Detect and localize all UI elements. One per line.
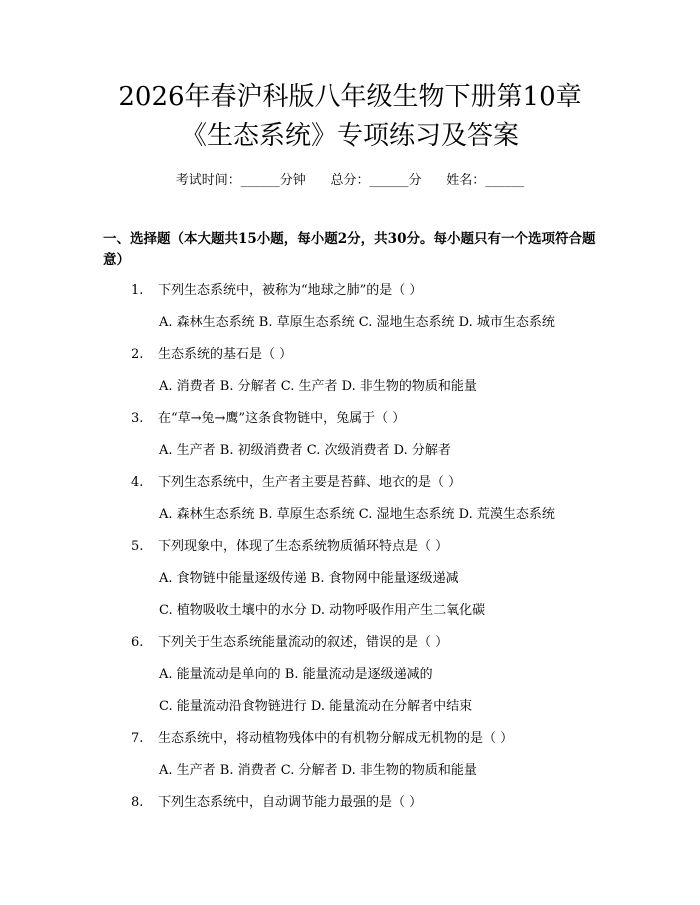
question-4-options: A. 森林生态系统 B. 草原生态系统 C. 湿地生态系统 D. 荒漠生态系统 [159,507,555,522]
question-number: 7. [131,731,144,746]
question-6-options-line-1: A. 能量流动是单向的 B. 能量流动是逐级递减的 [159,667,433,682]
question-number: 2. [131,347,144,362]
question-7 [131,730,513,748]
question-4 [131,474,461,492]
question-text: 下列生态系统中，被称为“地球之肺”的是（ ） [158,283,423,298]
question-number: 1. [131,283,144,298]
title-line-2: 《生态系统》专项练习及答案 [180,121,519,151]
question-3 [131,410,405,428]
question-2-options: A. 消费者 B. 分解者 C. 生产者 D. 非生物的物质和能量 [159,379,477,394]
question-text: 下列关于生态系统能量流动的叙述，错误的是（ ） [158,635,449,650]
question-number: 3. [131,411,144,426]
question-number: 4. [131,475,144,490]
question-5-options-line-1: A. 食物链中能量逐级传递 B. 食物网中能量逐级递减 [159,571,459,586]
question-1-options: A. 森林生态系统 B. 草原生态系统 C. 湿地生态系统 D. 城市生态系统 [159,315,555,330]
exam-info: 考试时间：______分钟 总分：______分 姓名：______ [175,173,525,188]
question-6-options-line-2: C. 能量流动沿食物链进行 D. 能量流动在分解者中结束 [159,699,473,714]
question-number: 5. [131,539,144,554]
question-text: 下列现象中，体现了生态系统物质循环特点是（ ） [158,539,449,554]
section-1-heading: 一、选择题（本大题共15小题，每小题2分，共30分。每小题只有一个选项符合题意） [103,231,596,268]
question-8 [131,794,422,812]
question-text: 下列生态系统中，生产者主要是苔藓、地衣的是（ ） [158,475,462,490]
question-text: 生态系统的基石是（ ） [158,347,293,362]
question-text: 下列生态系统中，自动调节能力最强的是（ ） [158,795,423,810]
question-2 [131,346,292,364]
title-line-1: 2026年春沪科版八年级生物下册第10章 [118,82,582,112]
question-text: 生态系统中，将动植物残体中的有机物分解成无机物的是（ ） [158,731,514,746]
question-number: 6. [131,635,144,650]
question-5 [131,538,448,556]
question-7-options: A. 生产者 B. 消费者 C. 分解者 D. 非生物的物质和能量 [159,763,477,778]
question-text: 在“草→兔→鹰”这条食物链中，兔属于（ ） [158,411,406,426]
question-5-options-line-2: C. 植物吸收土壤中的水分 D. 动物呼吸作用产生二氧化碳 [159,603,486,618]
question-3-options: A. 生产者 B. 初级消费者 C. 次级消费者 D. 分解者 [159,443,451,458]
question-number: 8. [131,795,144,810]
question-1 [131,282,422,300]
question-6 [131,634,448,652]
